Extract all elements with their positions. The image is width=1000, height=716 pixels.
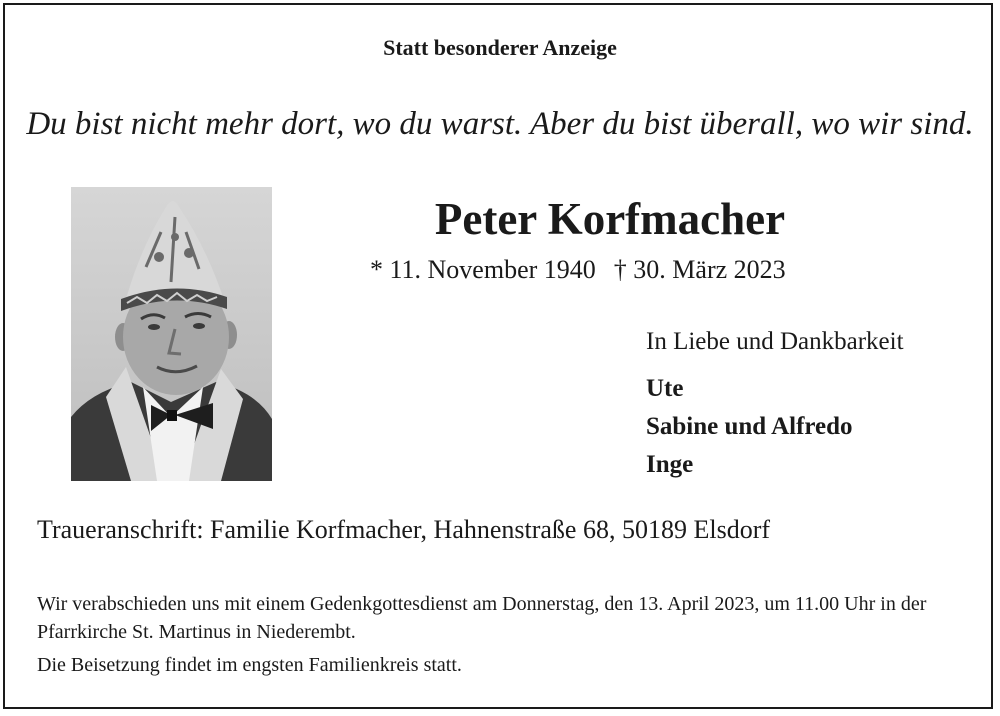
portrait-photo <box>71 187 272 481</box>
mourner-name: Ute <box>646 375 684 402</box>
deceased-name: Peter Korfmacher <box>434 194 786 244</box>
notice-motto: Du bist nicht mehr dort, wo du warst. Aber du bist überall, wo wir sind. <box>26 106 974 142</box>
mourning-address: Traueranschrift: Familie Korfmacher, Hahnenstraße 68, 50189 Elsdorf <box>37 515 771 544</box>
birth-date: * 11. November 1940 <box>370 255 596 284</box>
memorial-service-text: Wir verabschieden uns mit einem Gedenkgottesdienst am Donnerstag, den 13. April 2023, um 11.00 Uhr in der Pfarrkirche St. Martinus in Niederembt. <box>37 593 927 643</box>
mourners-list <box>646 370 853 484</box>
mourner-name: Sabine und Alfredo <box>646 413 853 440</box>
mourner-name: Inge <box>646 451 694 478</box>
life-dates <box>370 255 786 285</box>
burial-text: Die Beisetzung findet im engsten Familienkreis statt. <box>37 654 462 676</box>
thanks-line: In Liebe und Dankbarkeit <box>646 328 904 355</box>
death-date: † 30. März 2023 <box>613 255 786 284</box>
notice-headline: Statt besonderer Anzeige <box>383 35 617 60</box>
